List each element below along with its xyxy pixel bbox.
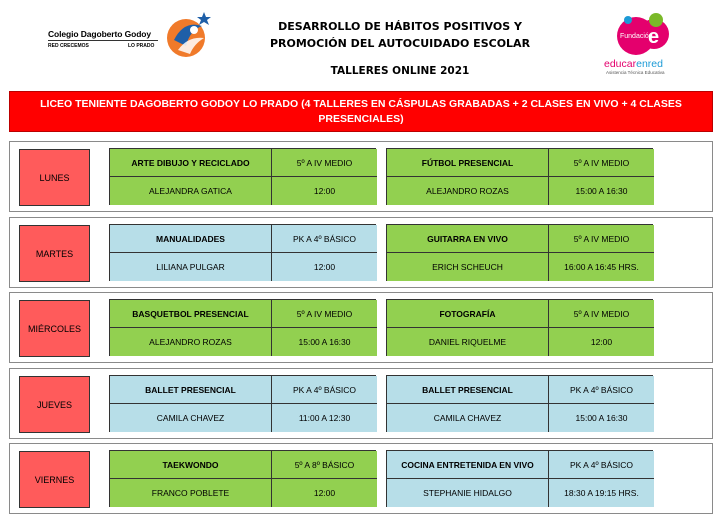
activity-card: [386, 148, 653, 205]
school-logo: [48, 12, 213, 60]
document-title: [240, 18, 560, 80]
school-logo-divider: [48, 40, 158, 41]
activity-card: [109, 224, 376, 281]
activity-name: MANUALIDADES: [110, 225, 272, 253]
partner-logo-brand-part2: enred: [636, 58, 663, 70]
activity-name: BALLET PRESENCIAL: [110, 376, 272, 404]
activity-teacher: ALEJANDRA GATICA: [110, 177, 272, 205]
day-panel-martes: [9, 217, 713, 288]
activity-name: ARTE DIBUJO Y RECICLADO: [110, 149, 272, 177]
activity-teacher: ALEJANDRO ROZAS: [387, 177, 549, 205]
activity-teacher: CAMILA CHAVEZ: [387, 404, 549, 432]
activity-name: BALLET PRESENCIAL: [387, 376, 549, 404]
activity-level: PK A 4º BÁSICO: [272, 225, 377, 253]
day-label: MARTES: [19, 225, 90, 282]
activity-level: PK A 4º BÁSICO: [272, 376, 377, 404]
activity-time: 15:00 A 16:30: [549, 177, 654, 205]
activity-teacher: LILIANA PULGAR: [110, 253, 272, 281]
school-logo-tagline: RED CRECEMOS: [48, 43, 89, 49]
activity-level: 5º A IV MEDIO: [549, 300, 654, 328]
school-emblem-icon: [164, 10, 212, 60]
activity-name: COCINA ENTRETENIDA EN VIVO: [387, 451, 549, 479]
activity-level: 5º A IV MEDIO: [272, 149, 377, 177]
activity-card: [386, 375, 653, 432]
partner-logo-brand: [604, 58, 663, 70]
activity-name: BASQUETBOL PRESENCIAL: [110, 300, 272, 328]
day-label: VIERNES: [19, 451, 90, 508]
activity-level: 5º A IV MEDIO: [549, 149, 654, 177]
school-logo-name: Colegio Dagoberto Godoy: [48, 29, 152, 39]
activity-time: 15:00 A 16:30: [272, 328, 377, 356]
activity-card: [386, 450, 653, 507]
activity-level: PK A 4º BÁSICO: [549, 451, 654, 479]
day-label: JUEVES: [19, 376, 90, 433]
activity-time: 12:00: [549, 328, 654, 356]
activity-teacher: FRANCO POBLETE: [110, 479, 272, 507]
activity-level: 5º A IV MEDIO: [549, 225, 654, 253]
day-label: MIÉRCOLES: [19, 300, 90, 357]
activity-card: [109, 375, 376, 432]
partner-logo: [598, 10, 688, 74]
activity-level: 5º A IV MEDIO: [272, 300, 377, 328]
document-subtitle: TALLERES ONLINE 2021: [330, 65, 470, 77]
day-label: LUNES: [19, 149, 90, 206]
partner-logo-fundacion: Fundación: [620, 33, 653, 40]
partner-logo-tagline: Asistencia Técnica Educativa: [606, 70, 665, 75]
activity-card: [109, 450, 376, 507]
activity-level: 5º A 8º BÁSICO: [272, 451, 377, 479]
partner-logo-brand-part1: educar: [604, 58, 637, 70]
educarenred-logo-icon: [614, 10, 670, 56]
title-line-1: DESARROLLO DE HÁBITOS POSITIVOS Y: [278, 20, 522, 33]
activity-name: FOTOGRAFÍA: [387, 300, 549, 328]
activity-card: [109, 299, 376, 356]
page-header: [0, 0, 722, 90]
activity-card: [386, 224, 653, 281]
activity-name: FÚTBOL PRESENCIAL: [387, 149, 549, 177]
activity-name: GUITARRA EN VIVO: [387, 225, 549, 253]
activity-time: 12:00: [272, 479, 377, 507]
day-panel-lunes: [9, 141, 713, 212]
activity-teacher: ALEJANDRO ROZAS: [110, 328, 272, 356]
activity-card: [386, 299, 653, 356]
activity-teacher: DANIEL RIQUELME: [387, 328, 549, 356]
school-banner: LICEO TENIENTE DAGOBERTO GODOY LO PRADO (4 TALLERES EN CÁSPULAS GRABADAS + 2 CLASES EN VIVO + 4 CLASES PRESENCIALES): [9, 91, 713, 132]
svg-text:e: e: [648, 26, 660, 48]
title-line-2: PROMOCIÓN DEL AUTOCUIDADO ESCOLAR: [269, 37, 531, 50]
activity-time: 11:00 A 12:30: [272, 404, 377, 432]
day-panel-jueves: [9, 368, 713, 439]
activity-time: 12:00: [272, 253, 377, 281]
activity-time: 16:00 A 16:45 HRS.: [549, 253, 654, 281]
activity-teacher: CAMILA CHAVEZ: [110, 404, 272, 432]
activity-time: 15:00 A 16:30: [549, 404, 654, 432]
activity-time: 18:30 A 19:15 HRS.: [549, 479, 654, 507]
day-panel-miercoles: [9, 292, 713, 363]
school-logo-location: LO PRADO: [128, 43, 155, 49]
day-panel-viernes: [9, 443, 713, 514]
activity-name: TAEKWONDO: [110, 451, 272, 479]
activity-time: 12:00: [272, 177, 377, 205]
activity-teacher: ERICH SCHEUCH: [387, 253, 549, 281]
activity-card: [109, 148, 376, 205]
activity-teacher: STEPHANIE HIDALGO: [387, 479, 549, 507]
activity-level: PK A 4º BÁSICO: [549, 376, 654, 404]
